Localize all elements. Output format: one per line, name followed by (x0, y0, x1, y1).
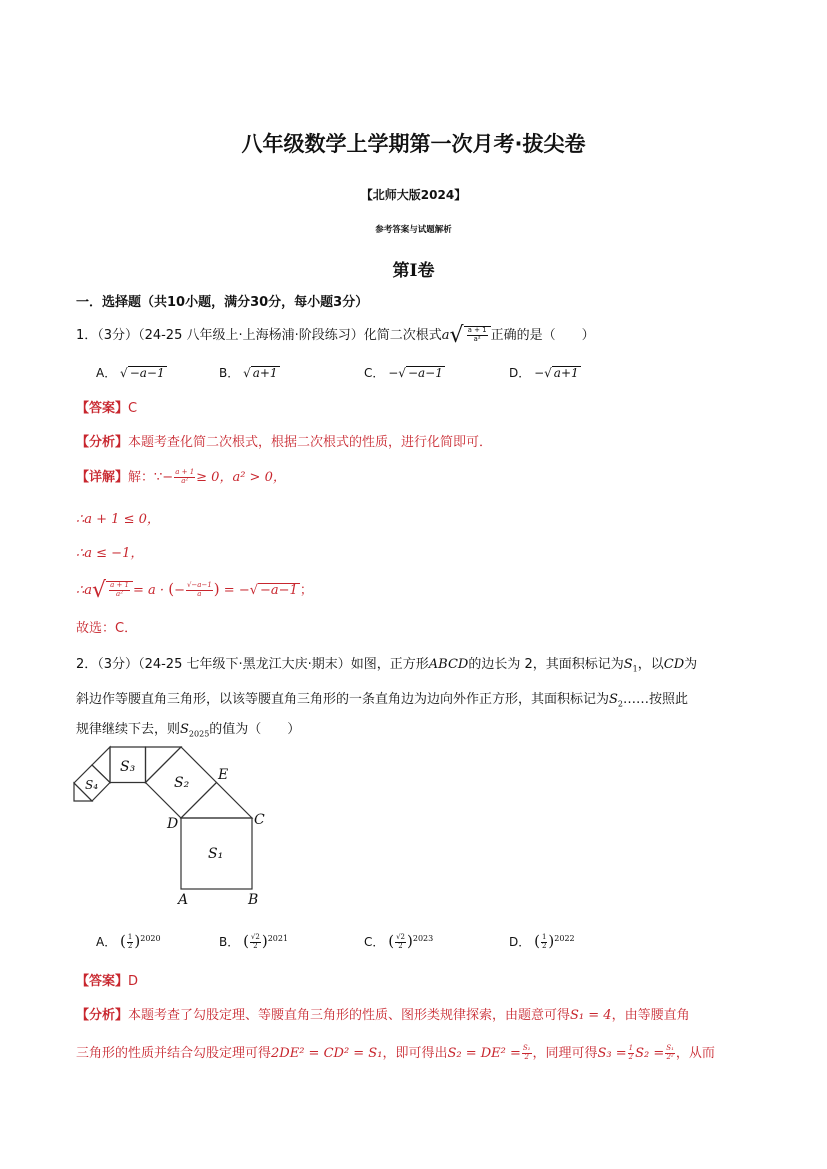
label-b: B (248, 892, 259, 908)
edition-label: 【北师大版2024】 (360, 188, 467, 202)
stem-fraction: $\frac{a + 1}{\text{a²}}$ (467, 326, 487, 343)
q1-detail-line-1: 【详解】解：∵− $\frac{a + 1}{\text{a²}}$ ≥ 0，a² > 0， (76, 468, 286, 485)
q2-option-d[interactable]: D． ( $\frac{1}{2}$ )$^{2022}$ (509, 932, 575, 950)
q2-analysis-line-1: 【分析】本题考查了勾股定理、等腰直角三角形的性质、图形类规律探索，由题意可得S₁ = 4，由等腰直角 (76, 1008, 690, 1023)
label-a: A (178, 892, 189, 908)
subtitle: 参考答案与试题解析 (375, 225, 452, 235)
q2-answer: 【答案】D (76, 974, 139, 989)
q1-detail-line-2: ∴a + 1 ≤ 0， (76, 512, 160, 527)
label-s1: S₁ (208, 846, 224, 862)
question-2-line-3: 规律继续下去，则$S_{2025}$的值为（ ） (76, 722, 301, 739)
label-e: E (218, 767, 229, 783)
q1-detail-line-3: ∴a ≤ −1， (76, 546, 144, 561)
question-1-stem: 1．（3分）（24-25 八年级上·上海杨浦·阶段练习）化简二次根式a√ $\frac{a + 1}{\text{a²}}$ 正确的是（ ） (76, 323, 595, 348)
question-2-line-2: 斜边作等腰直角三角形，以该等腰直角三角形的一条直角边为边向外作正方形，其面积标记为$S_2\dots\dots$按照此 (76, 692, 689, 709)
var-a: a (441, 328, 450, 343)
label-s3: S₃ (120, 759, 136, 775)
label-s4: S₄ (85, 778, 99, 792)
question-number: 1． (76, 328, 98, 343)
label-c: C (254, 812, 265, 828)
q1-option-d[interactable]: D． −√ a+1 (509, 366, 579, 380)
q2-option-a[interactable]: A． ( $\frac{1}{2}$ )$^{2020}$ (96, 932, 161, 950)
squares-figure (70, 745, 280, 910)
q1-detail-line-4: ∴a√ $\frac{a + 1}{\text{a²}}$ = a · (− $\frac{√-a-1}{a}$ ) = −√ −a−1 ； (76, 578, 313, 603)
q2-analysis-line-2: 三角形的性质并结合勾股定理可得2DE² = CD² = S₁，即可得出S₂ = DE² = $\frac{\text{S₁}}{2}$ ，同理可得S₃ = $\frac{1}{2}$ S₂ = $\frac{\text{S₁}}{\text{2²}}$ ，从而 (76, 1044, 715, 1061)
label-d: D (167, 816, 179, 832)
q1-answer: 【答案】C (76, 401, 138, 416)
question-points: （3分） (97, 328, 139, 343)
label-s2: S₂ (174, 775, 190, 791)
q1-analysis: 【分析】本题考查化简二次根式，根据二次根式的性质，进行化简即可． (76, 435, 493, 450)
question-2-line-1: 2．（3分）（24-25 七年级下·黑龙江大庆·期末）如图，正方形ABCD的边长为 2，其面积标记为$S_1$，以CD为 (76, 657, 698, 674)
q1-option-c[interactable]: C． −√ −a−1 (364, 366, 443, 380)
q2-option-b[interactable]: B． ( $\frac{√2}{2}$ )$^{2021}$ (219, 932, 289, 950)
section-heading: 一．选择题（共10小题，满分30分，每小题3分） (76, 295, 369, 310)
q1-option-b[interactable]: B． √ a+1 (219, 366, 278, 380)
q1-conclusion: 故选：C． (76, 621, 138, 636)
q1-option-a[interactable]: A． √ −a−1 (96, 366, 165, 380)
volume-heading: 第I卷 (392, 261, 435, 281)
q2-option-c[interactable]: C． ( $\frac{√2}{2}$ )$^{2023}$ (364, 932, 434, 950)
stem-text-end: 正确的是（ ） (490, 328, 595, 343)
triangle-dce (181, 783, 252, 819)
stem-text: 化简二次根式 (363, 328, 442, 343)
document-title: 八年级数学上学期第一次月考·拔尖卷 (241, 132, 586, 156)
question-source: （24-25 八年级上·上海杨浦·阶段练习） (138, 328, 364, 343)
